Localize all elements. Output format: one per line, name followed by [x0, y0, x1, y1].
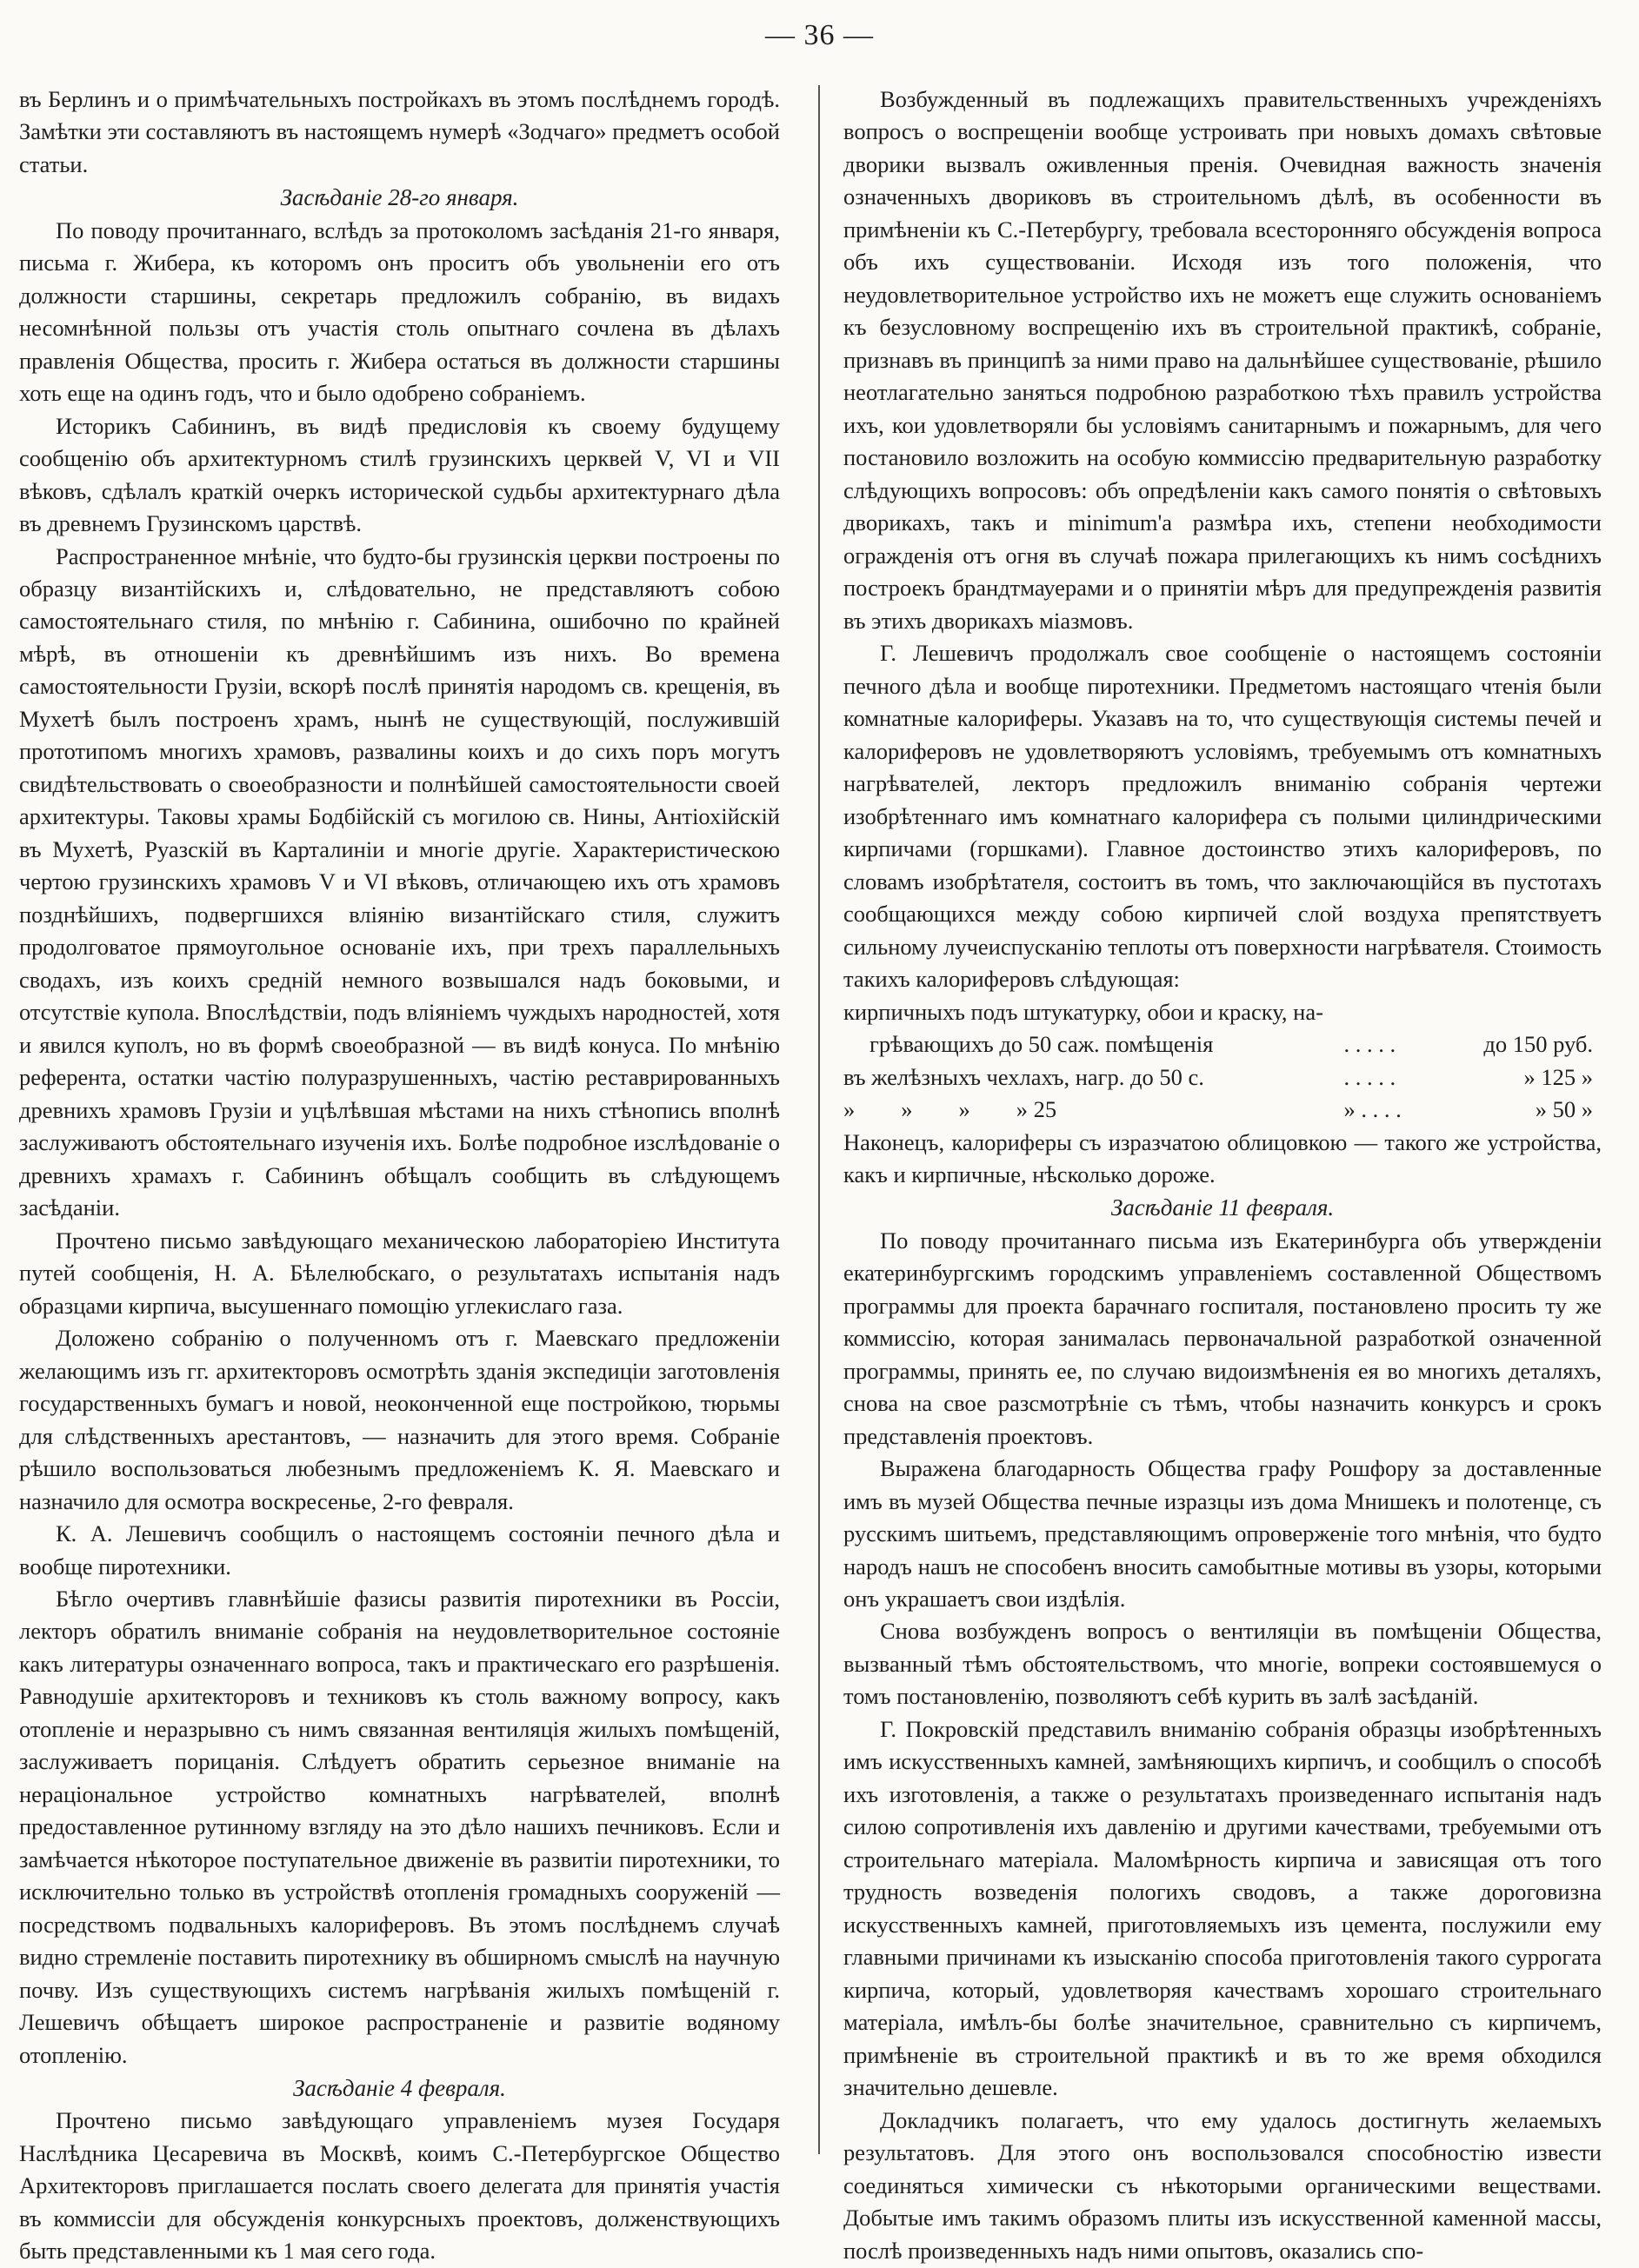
price-row	[843, 1094, 1602, 1126]
paragraph: К. А. Лешевичъ сообщилъ о настоящемъ состояніи печного дѣла и вообще пиротехники.	[19, 1520, 780, 1580]
price-list	[843, 996, 1602, 1127]
paragraph: Г. Покровскій представилъ вниманію собранія образцы изобрѣтенныхъ имъ искусственныхъ камней, замѣняющихъ кирпичъ, и сообщилъ о способѣ ихъ изготовленія, а также о результатахъ произведеннаго испытанія надъ силою сопротивленія ихъ давленію и другими качествами, требуемыми отъ строительнаго матеріала. Маломѣрность кирпича и зависящая отъ того трудность возведенія пологихъ сводовъ, а также дороговизна искусственныхъ камней, приготовляемыхъ изъ цемента, послужили ему главными причинами къ изысканію способа приготовленія такого суррогата кирпича, который, удовлетворяя качествамъ хорошаго строительнаго матеріала, имѣлъ-бы болѣе значительное, сравнительно съ кирпичемъ, примѣненіе въ строительной практикѣ и въ то же время обходился значительно дешевле.	[843, 1715, 1602, 2101]
paragraph: Наконецъ, калориферы съ изразчатою облицовкою — такого же устройства, какъ и кирпичные, нѣсколько дороже.	[843, 1128, 1602, 1187]
left-column	[19, 83, 780, 2268]
section-heading: Засѣданіе 4 февраля.	[293, 2075, 506, 2102]
price-value: » 125 »	[1523, 1063, 1593, 1090]
paragraph: Г. Лешевичъ продолжалъ свое сообщеніе о настоящемъ состояніи печного дѣла и вообще пиротехники. Предметомъ настоящаго чтенія были комнатные калориферы. Указавъ на то, что существующія системы печей и калориферовъ не удовлетворяютъ условіямъ, требуемымъ отъ комнатныхъ нагрѣвателей, лекторъ предложилъ вниманію собранія чертежи изобрѣтеннаго имъ комнатнаго калорифера съ полыми цилиндрическими кирпичами (горшками). Главное достоинство этихъ калориферовъ, по словамъ изобрѣтателя, состоитъ въ томъ, что заключающійся въ пустотахъ сообщающихся между собою кирпичей слой воздуха препятствуетъ сильному лучеиспусканію теплоты отъ поверхности нагрѣвателя. Стоимость такихъ калориферовъ слѣдующая:	[843, 640, 1602, 993]
paragraph: Распространенное мнѣніе, что будто-бы грузинскія церкви построены по образцу византійскихъ и, слѣдовательно, не представляютъ собою самостоятельнаго стиля, по мнѣнію г. Сабинина, ошибочно по крайней мѣрѣ, въ отношеніи къ древнѣйшимъ изъ нихъ. Во времена самостоятельности Грузіи, вскорѣ послѣ принятія народомъ св. крещенія, въ Мухетѣ былъ построенъ храмъ, нынѣ не существующій, послужившій прототипомъ многихъ храмовъ, развалины коихъ и до сихъ поръ могутъ свидѣтельствовать о своеобразности и полнѣйшей самостоятельности своей архитектуры. Таковы храмы Бодбійскій съ могилою св. Нины, Антіохійскій въ Мухетѣ, Руазскій въ Карталиніи и многіе другіе. Характеристическою чертою грузинскихъ храмовъ V и VI вѣковъ, отличающею ихъ отъ храмовъ позднѣйшихъ, подвергшихся вліянію византійскаго стиля, служитъ продолговатое прямоугольное основаніе ихъ, при трехъ параллельныхъ сводахъ, изъ коихъ средній немного возвышался надъ боковыми, и отсутствіе купола. Впослѣдствіи, подъ вліяніемъ чуждыхъ народностей, хотя и явился куполъ, но въ формѣ своеобразной — въ видѣ конуса. По мнѣнію референта, остатки частію полуразрушенныхъ, частію реставрированныхъ древнихъ храмовъ Грузіи и уцѣлѣвшая мѣстами на нихъ стѣнопись вполнѣ заслуживаютъ обстоятельнаго изученія ихъ. Болѣе подробное изслѣдованіе о древнихъ храмахъ г. Сабининъ обѣщалъ сообщить въ слѣдующемъ засѣданіи.	[19, 542, 780, 1221]
page-number: — 36 —	[765, 19, 874, 51]
right-column	[843, 83, 1602, 2267]
price-leader-dots: . . . . .	[1343, 1063, 1396, 1090]
paragraph: По поводу прочитаннаго, вслѣдъ за протоколомъ засѣданія 21-го января, письма г. Жибера, къ которомъ онъ проситъ объ увольненіи его отъ должности старшины, секретарь предложилъ собранію, въ видахъ несомнѣнной пользы отъ участія столь опытнаго сочлена въ дѣлахъ правленія Общества, просить г. Жибера остаться въ должности старшины хоть еще на одинъ годъ, что и было одобрено собраніемъ.	[19, 216, 780, 407]
price-value: до 150 руб.	[1483, 1031, 1593, 1058]
price-description: » » » » 25	[843, 1096, 1057, 1123]
price-row	[843, 1061, 1602, 1094]
price-leader-dots: . . . . .	[1343, 1031, 1396, 1058]
section-heading: Засѣданіе 28-го января.	[280, 184, 519, 211]
paragraph: Доложено собранію о полученномъ отъ г. Маевскаго предложеніи желающимъ изъ гг. архитекторовъ осмотрѣть зданія экспедиціи заготовленія государственныхъ бумагъ и новой, неоконченной еще постройкою, тюрьмы для слѣдственныхъ арестантовъ, — назначить для этого время. Собраніе рѣшило воспользоваться любезнымъ предложеніемъ К. Я. Маевскаго и назначило для осмотра воскресенье, 2-го февраля.	[19, 1325, 780, 1514]
paragraph: Докладчикъ полагаетъ, что ему удалось достигнуть желаемыхъ результатовъ. Для этого онъ воспользовался способностію извести соединяться химически съ нѣкоторыми органическими веществами. Добытые имъ такимъ образомъ плиты изъ искусственной каменной массы, послѣ произведенныхъ надъ ними опытовъ, оказались спо-	[843, 2106, 1602, 2264]
paragraph: Бѣгло очертивъ главнѣйшіе фазисы развитія пиротехники въ Россіи, лекторъ обратилъ вниманіе собранія на неудовлетворительное состояніе какъ литературы означеннаго вопроса, такъ и практическаго его разрѣшенія. Равнодушіе архитекторовъ и техниковъ къ столь важному вопросу, какъ отопленіе и неразрывно съ нимъ связанная вентиляція жилыхъ помѣщеній, заслуживаетъ порицанія. Слѣдуетъ обратить серьезное вниманіе на нераціональное устройство комнатныхъ нагрѣвателей, вполнѣ предоставленное рутинному взгляду на это дѣло нашихъ печниковъ. Если и замѣчается нѣкоторое поступательное движеніе въ развитіи пиротехники, то исключительно только въ устройствѣ отопленія громадныхъ сооруженій — посредствомъ подвальныхъ калориферовъ. Въ этомъ послѣднемъ случаѣ видно стремленіе поставить пиротехнику въ обширномъ смыслѣ на научную почву. Изъ существующихъ системъ нагрѣванія жилыхъ помѣщеній г. Лешевичъ обѣщаетъ широкое распространеніе и развитіе водяному отопленію.	[19, 1586, 780, 2068]
price-description: грѣвающихъ до 50 саж. помѣщенія	[869, 1031, 1214, 1058]
paragraph: въ Берлинъ и о примѣчательныхъ постройкахъ въ этомъ послѣднемъ городѣ. Замѣтки эти составляютъ въ настоящемъ нумерѣ «Зодчаго» предметъ особой статьи.	[19, 86, 780, 177]
paragraph: Историкъ Сабининъ, въ видѣ предисловія къ своему будущему сообщенію объ архитектурномъ стилѣ грузинскихъ церквей V, VI и VII вѣковъ, сдѣлалъ краткій очеркъ исторической судьбы архитектурнаго дѣла въ древнемъ Грузинскомъ царствѣ.	[19, 412, 780, 537]
paragraph: По поводу прочитаннаго письма изъ Екатеринбурга объ утвержденіи екатеринбургскимъ городскимъ управленіемъ составленной Обществомъ программы для проекта барачнаго госпиталя, постановлено просить ту же коммиссію, которая занималась первоначальной разработкой означенной программы, принять ее, по случаю видоизмѣненія ея во многихъ деталяхъ, снова на свое разсмотрѣніе съ тѣмъ, чтобы назначить конкурсъ и срокъ представленія проектовъ.	[843, 1227, 1602, 1449]
price-row	[843, 996, 1602, 1028]
price-leader-dots: » . . . .	[1343, 1096, 1402, 1123]
price-description: кирпичныхъ подъ штукатурку, обои и краску, на-	[843, 998, 1323, 1025]
paragraph: Прочтено письмо завѣдующаго управленіемъ музея Государя Наслѣдника Цесаревича въ Москвѣ, коимъ С.-Петербургское Общество Архитекторовъ приглашается послать своего делегата для принятія участія въ коммиссіи для обсужденія конкурсныхъ проектовъ, долженствующихъ быть представленными къ 1 мая сего года.	[19, 2107, 780, 2265]
paragraph: Снова возбужденъ вопросъ о вентиляціи въ помѣщеніи Общества, вызванный тѣмъ обстоятельствомъ, что многіе, вопреки состоявшемуся о томъ постановленію, позволяютъ себѣ курить въ залѣ засѣданій.	[843, 1618, 1602, 1710]
price-description: въ желѣзныхъ чехлахъ, нагр. до 50 с.	[843, 1063, 1204, 1090]
price-row	[843, 1028, 1602, 1061]
column-divider	[818, 85, 820, 2154]
section-heading: Засѣданіе 11 февраля.	[1110, 1194, 1335, 1221]
paragraph: Возбужденный въ подлежащихъ правительственныхъ учрежденіяхъ вопросъ о воспрещеніи вообще устроивать при новыхъ домахъ свѣтовые дворики вызвалъ оживленныя пренія. Очевидная важность значенія означенныхъ двориковъ въ строительномъ дѣлѣ, въ особенности въ примѣненіи къ С.-Петербургу, требовала всесторонняго обсужденія вопроса объ ихъ существованіи. Исходя изъ того положенія, что неудовлетворительное устройство ихъ не можетъ еще служить основаніемъ къ безусловному воспрещенію ихъ въ строительной практикѣ, собраніе, признавъ въ принципѣ за ними право на дальнѣйшее существованіе, рѣшило неотлагательно заняться подробною разработкою тѣхъ правилъ устройства ихъ, кои удовлетворяли бы условіямъ санитарнымъ и пожарнымъ, для чего постановило возложить на особую коммиссію предварительную разработку слѣдующихъ вопросовъ: объ опредѣленіи какъ самого понятія о свѣтовыхъ дворикахъ, такъ и minimum'а размѣра ихъ, степени необходимости огражденія отъ огня въ случаѣ пожара прилегающихъ къ нимъ сосѣднихъ построекъ брандтмауерами и о принятіи мѣръ для предупрежденія развитія въ этихъ дворикахъ міазмовъ.	[843, 86, 1602, 634]
paragraph: Выражена благодарность Общества графу Рошфору за доставленные имъ въ музей Общества печные изразцы изъ дома Мнишекъ и полотенце, съ русскимъ шитьемъ, представляющимъ опроверженіе того мнѣнія, что будто народъ нашъ не способенъ вносить самобытные мотивы въ узоры, которыми онъ украшаетъ свои издѣлія.	[843, 1455, 1602, 1612]
paragraph: Прочтено письмо завѣдующаго механическою лабораторіею Института путей сообщенія, Н. А. Бѣлелюбскаго, о результатахъ испытанія надъ образцами кирпича, высушеннаго помощію углекислаго газа.	[19, 1227, 780, 1319]
price-value: » 50 »	[1535, 1096, 1593, 1123]
